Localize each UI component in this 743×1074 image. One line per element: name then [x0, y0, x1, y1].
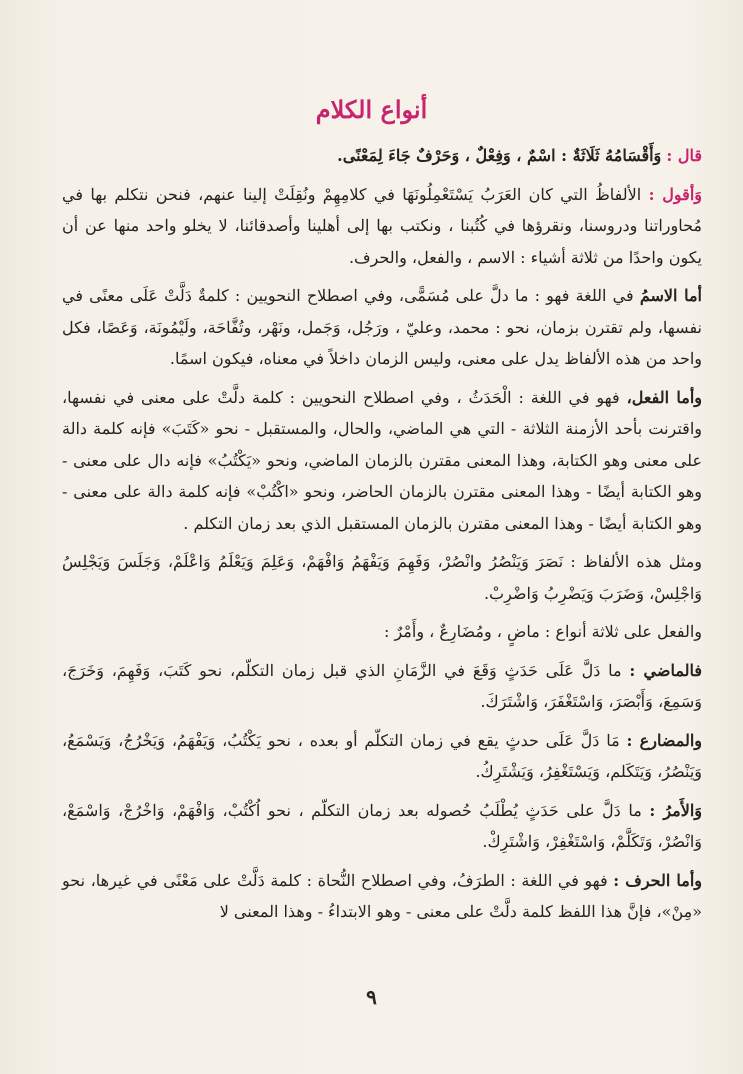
paragraph-text: وَأَقْسَامُهُ ثَلَاثَةٌ : اسْمٌ ، وَفِعْلٌ ، وَحَرْفٌ جَاءَ لِمَعْنًى.	[337, 146, 662, 165]
paragraph-term: أما الاسمُ	[639, 286, 702, 305]
section-title: أنواع الكلام	[315, 95, 428, 124]
paragraph-text: ما دَلَّ على حَدَثٍ يُطْلَبُ حُصوله بعد زمان التكلّم ، نحو اُكْتُبْ، وَافْهَمْ، وَاخْرُجْ، وَاسْمَعْ، وَانْصُرْ، وَتَكَلَّمْ، وَاسْتَغْفِرْ، وَاشْتَرِكْ.	[62, 800, 702, 851]
paragraph-harf	[62, 865, 702, 928]
paragraph-lead: قال :	[666, 146, 702, 165]
paragraph-text: فهو في اللغة : الطرَفُ، وفي اصطلاح النُّحاة : كلمة دَلَّتْ على مَعْنًى في غيرها، نحو «مِنْ»، فإنَّ هذا اللفظ كلمة دلَّتْ على معنى - وهو الابتداءُ - وهذا المعنى لا	[62, 870, 702, 921]
paragraph-text: في اللغة فهو : ما دلَّ على مُسَمًّى، وفي اصطلاح النحويين : كلمةٌ دَلَّتْ عَلَى معنًى في نفسها، ولم تقترن بزمان، نحو : محمد، وعليّ ، ورَجُل، وَجَمل، ونَهْر، وتُفَّاحَة، ولَيْمُونَة، وَعَصًا، فكل واحد من هذه الألفاظ يدل على معنى، وليس الزمان داخلاً في معناه، فيكون اسمًا.	[62, 286, 702, 368]
paragraph-aqulu	[62, 179, 702, 274]
paragraph-text: مَا دَلَّ عَلَى حدثٍ يقع في زمان التكلّم أو بعده ، نحو يَكْتُبُ، وَيَفْهَمُ، وَيَخْرُجُ، وَيَسْمَعُ، وَيَنْصُرُ، وَيَتَكَلم، وَيَسْتَغْفِرُ، وَيَشْتَرِكُ.	[62, 730, 702, 781]
page-body	[62, 140, 702, 935]
paragraph-mudari	[62, 725, 702, 788]
paragraph-madi	[62, 655, 702, 718]
paragraph-text: الألفاظُ التي كان العَرَبُ يَسْتَعْمِلُونَهَا في كلامِهِمْ ونُقِلَتْ إلينا عنهم، فنحن نتكلم بها في مُحاوراتنا ودروسنا، ونقرؤها في كُتُبنا ، ونكتب بها إلى أهلينا وأصدقائنا، لا يخلو واحد منها عن أن يكون واحدًا من ثلاثة أشياء : الاسم ، والفعل، والحرف.	[62, 184, 702, 267]
paragraph-text: والفعل على ثلاثة أنواع : ماضٍ ، ومُضَارِعٌ ، وأَمْرٌ :	[384, 622, 702, 641]
paragraph-text: ومثل هذه الألفاظ : نَصَرَ وَيَنْصُرُ وانْصُرْ، وَفَهِمَ وَيَفْهَمُ وَافْهَمْ، وَعَلِمَ وَيَعْلَمُ وَاعْلَمْ، وَجَلَسَ وَيَجْلِسُ وَاجْلِسْ، وَضَرَبَ وَيَضْرِبُ وَاضْرِبْ.	[62, 552, 702, 603]
paragraph-text: فهو في اللغة : الْحَدَثُ ، وفي اصطلاح النحويين : كلمة دلَّتْ على معنى في نفسها، واقترنت بأحد الأزمنة الثلاثة - التي هي الماضي، والحال، والمستقبل - نحو «كَتَبَ» فإنه كلمة دالة على معنى وهو الكتابة، وهذا المعنى مقترن بالزمان الماضي، ونحو «يَكْتُبُ» فإنه دال على معنى - وهو الكتابة أيضًا - وهذا المعنى مقترن بالزمان الحاضر، ونحو «اكْتُبْ» فإنه كلمة دالة على معنى - وهو الكتابة أيضًا - وهذا المعنى مقترن بالزمان المستقبل الذي بعد زمان التكلم .	[62, 387, 702, 533]
paragraph-ism	[62, 280, 702, 375]
paragraph-qala	[62, 140, 702, 172]
paragraph-term: وَالأَمرُ :	[649, 800, 703, 820]
page-number: ٩	[366, 985, 377, 1009]
paragraph-examples	[62, 546, 702, 609]
paragraph-amr	[62, 795, 702, 858]
paragraph-verb-types	[62, 616, 702, 648]
paragraph-term: وأما الفعل،	[626, 387, 703, 407]
paragraph-lead: وَأقول :	[648, 184, 703, 204]
paragraph-term: والمضارع :	[626, 730, 702, 750]
paragraph-term: وأما الحرف :	[613, 870, 703, 890]
paragraph-fil	[62, 382, 702, 540]
paragraph-term: فالماضي :	[629, 660, 702, 680]
paragraph-text: ما دَلَّ عَلَى حَدَثٍ وَقَعَ في الزَّمَانِ الذي قبل زمان التكلّم، نحو كَتَبَ، وَفَهِمَ، وَخَرَجَ، وَسَمِعَ، وَأَبْصَرَ، وَاسْتَغْفَرَ، وَاشْتَرَكَ.	[62, 660, 702, 711]
